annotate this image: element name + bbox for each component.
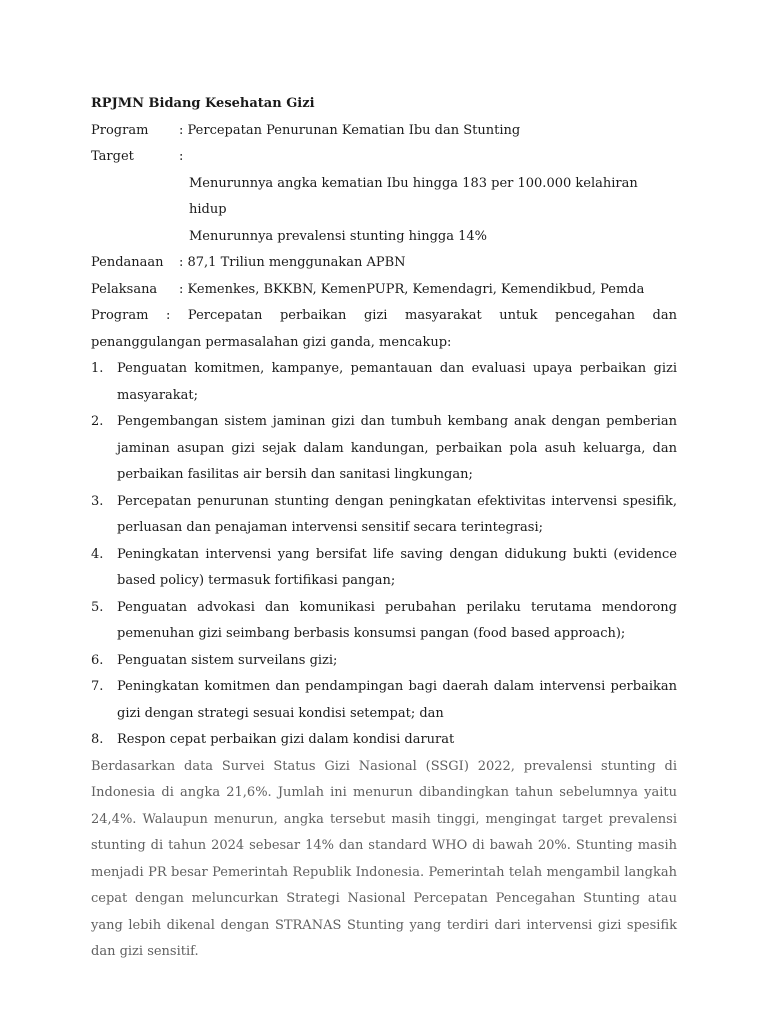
closing-paragraph: Berdasarkan data Survei Status Gizi Nasional (SSGI) 2022, prevalensi stunting di Indonesia di angka 21,6%. Jumlah ini menurun dibandingkan tahun sebelumnya yaitu 24,4%. Walaupun menurun, angka tersebut masih tinggi, mengingat target prevalensi stunting di tahun 2024 sebesar 14% dan standard WHO di bawah 20%. Stunting masih menjadi PR besar Pemerintah Republik Indonesia. Pemerintah telah mengambil langkah cepat dengan meluncurkan Strategi Nasional Percepatan Pencegahan Stunting atau yang lebih dikenal dengan STRANAS Stunting yang terdiri dari intervensi gizi spesifik dan gizi sensitif.: [91, 758, 677, 959]
list-item-text: Peningkatan komitmen dan pendampingan bagi daerah dalam intervensi perbaikan gizi dengan strategi sesuai kondisi setempat; dan: [117, 679, 677, 721]
list-item: [91, 542, 677, 595]
target-item: Menurunnya prevalensi stunting hingga 14%: [189, 228, 487, 244]
executor-value: : Kemenkes, BKKBN, KemenPUPR, Kemendagri, Kemendikbud, Pemda: [179, 281, 645, 297]
list-item-number: 6.: [91, 652, 104, 668]
list-item: [91, 674, 677, 727]
document-title: RPJMN Bidang Kesehatan Gizi: [91, 96, 315, 111]
program-row: [91, 118, 677, 145]
document-body: [91, 91, 677, 966]
list-item: [91, 648, 677, 675]
list-item-text: Percepatan penurunan stunting dengan peningkatan efektivitas intervensi spesifik, perluasan dan penajaman intervensi sensitif secara terintegrasi;: [117, 493, 677, 535]
list-item-number: 4.: [91, 546, 104, 562]
list-item-text: Penguatan komitmen, kampanye, pemantauan dan evaluasi upaya perbaikan gizi masyarakat;: [117, 361, 677, 403]
list-item-number: 3.: [91, 493, 104, 509]
list-item-text: Pengembangan sistem jaminan gizi dan tumbuh kembang anak dengan pemberian jaminan asupan gizi sejak dalam kandungan, perbaikan pola asuh keluarga, dan perbaikan fasilitas air bersih dan sanitasi lingkungan;: [117, 414, 677, 482]
list-item-number: 1.: [91, 361, 104, 376]
list-item-number: 2.: [91, 414, 104, 429]
executor-label: Pelaksana: [91, 281, 158, 297]
funding-row: [91, 250, 677, 277]
list-item: [91, 595, 677, 648]
target-label: Target: [91, 149, 134, 164]
intervention-list: [91, 356, 677, 754]
program-value: : Percepatan Penurunan Kematian Ibu dan Stunting: [179, 122, 521, 138]
list-item: [91, 489, 677, 542]
list-item: [91, 356, 677, 409]
target-row: [91, 144, 677, 171]
target-value: :: [179, 149, 184, 164]
list-item-number: 8.: [91, 732, 104, 747]
list-item-number: 7.: [91, 679, 104, 694]
list-item-text: Peningkatan intervensi yang bersifat life saving dengan didukung bukti (evidence based policy) termasuk fortifikasi pangan;: [117, 546, 677, 588]
list-item-number: 5.: [91, 599, 104, 615]
target-item: Menurunnya angka kematian Ibu hingga 183 per 100.000 kelahiran hidup: [189, 175, 638, 217]
list-item: [91, 409, 677, 489]
funding-value: : 87,1 Triliun menggunakan APBN: [179, 255, 406, 270]
list-item-text: Penguatan advokasi dan komunikasi perubahan perilaku terutama mendorong pemenuhan gizi seimbang berbasis konsumsi pangan (food based approach);: [117, 599, 677, 641]
program-label: Program: [91, 122, 149, 138]
executor-row: [91, 277, 677, 304]
list-item-text: Penguatan sistem surveilans gizi;: [117, 652, 338, 668]
list-item-text: Respon cepat perbaikan gizi dalam kondisi darurat: [117, 732, 455, 747]
list-item: [91, 727, 677, 754]
program-paragraph: Program : Percepatan perbaikan gizi masyarakat untuk pencegahan dan penanggulangan permasalahan gizi ganda, mencakup:: [91, 308, 677, 350]
funding-label: Pendanaan: [91, 255, 164, 270]
